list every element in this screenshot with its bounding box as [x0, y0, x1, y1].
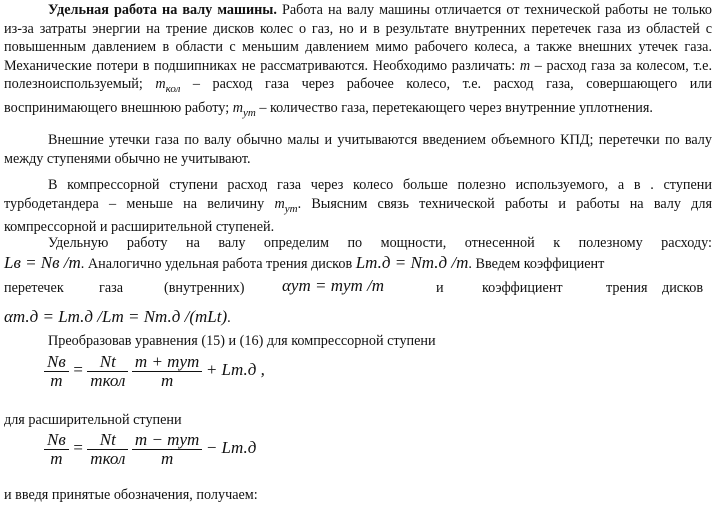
- paragraph-expander-stage: для расширительной ступени: [4, 412, 182, 428]
- formula-leak-coefficient: αут = mут /m: [282, 276, 385, 295]
- paragraph-transform: Преобразовав уравнения (15) и (16) для компрессорной ступени: [48, 333, 436, 349]
- section-title: Удельная работа на валу машины.: [48, 2, 277, 18]
- formula-line-3: αт.д = Lт.д /Lт = Nт.д /(mLt).: [4, 307, 231, 326]
- formula-disk-friction-work: Lт.д = Nт.д /m: [355, 253, 469, 272]
- equation-expander: $\frac{Nв}{m}$ = $\frac{Nt}{\text{mкол}}$ $\frac{\text{m − mут}}{m}$ − Lт.д: [44, 431, 256, 468]
- formula-line-1: Lв = Nв /m. Аналогично удельная работа трения дисков Lт.д = Nт.д /m. Введем коэффициент: [4, 253, 605, 272]
- paragraph-shaft-work: Удельная работа на валу машины. Работа на валу машины отличается от технической работы не только из-за затраты энергии на трение дисков колес о газ, но и в результате внутренних перетечек газа из областей с повышенным давлением в области с меньшим давлением мимо рабочего колеса, а также внешних утечек газа. Механические потери в подшипниках не рассматриваются. Необходимо различать: m – расход газа за колесом, т.е. полезноиспользуемый; $m_{кол}$ – расход газа через рабочее колесо, т.е. расход газа, совершающего или воспринимающего внешнюю работу; $m_{ут}$ – количество газа, перетекающего через внутренние уплотнения.: [4, 2, 712, 119]
- formula-shaft-work: Lв = Nв /m: [4, 253, 81, 272]
- paragraph-external-leaks: Внешние утечки газа по валу обычно малы и учитываются введением объемного КПД; перетечки по валу между ступенями обычно не учитывают.: [4, 132, 712, 167]
- paragraph-compressor-stage: В компрессорной ступени расход газа через колесо больше полезно используемого, а в . ступени турбодетандера – меньше на величину $m_{ут}$. Выясним связь технической работы и работы на валу для компрессорной и расширительной ступеней.: [4, 177, 712, 236]
- paragraph-result: и введя принятые обозначения, получаем:: [4, 487, 258, 503]
- formula-line-2: перетечек газа (внутренних) αут = mут /m и коэффициент трения дисков: [4, 276, 704, 296]
- paragraph-shaft-work-definition: Удельную работу на валу определим по мощности, отнесенной к полезному расходу:: [48, 235, 712, 251]
- equation-compressor: $\frac{Nв}{m}$ = $\frac{Nt}{\text{mкол}}$ $\frac{\text{m + mут}}{m}$ + Lт.д ,: [44, 353, 265, 390]
- formula-disk-friction-coefficient: αт.д = Lт.д /Lт = Nт.д /(mLt): [4, 307, 228, 326]
